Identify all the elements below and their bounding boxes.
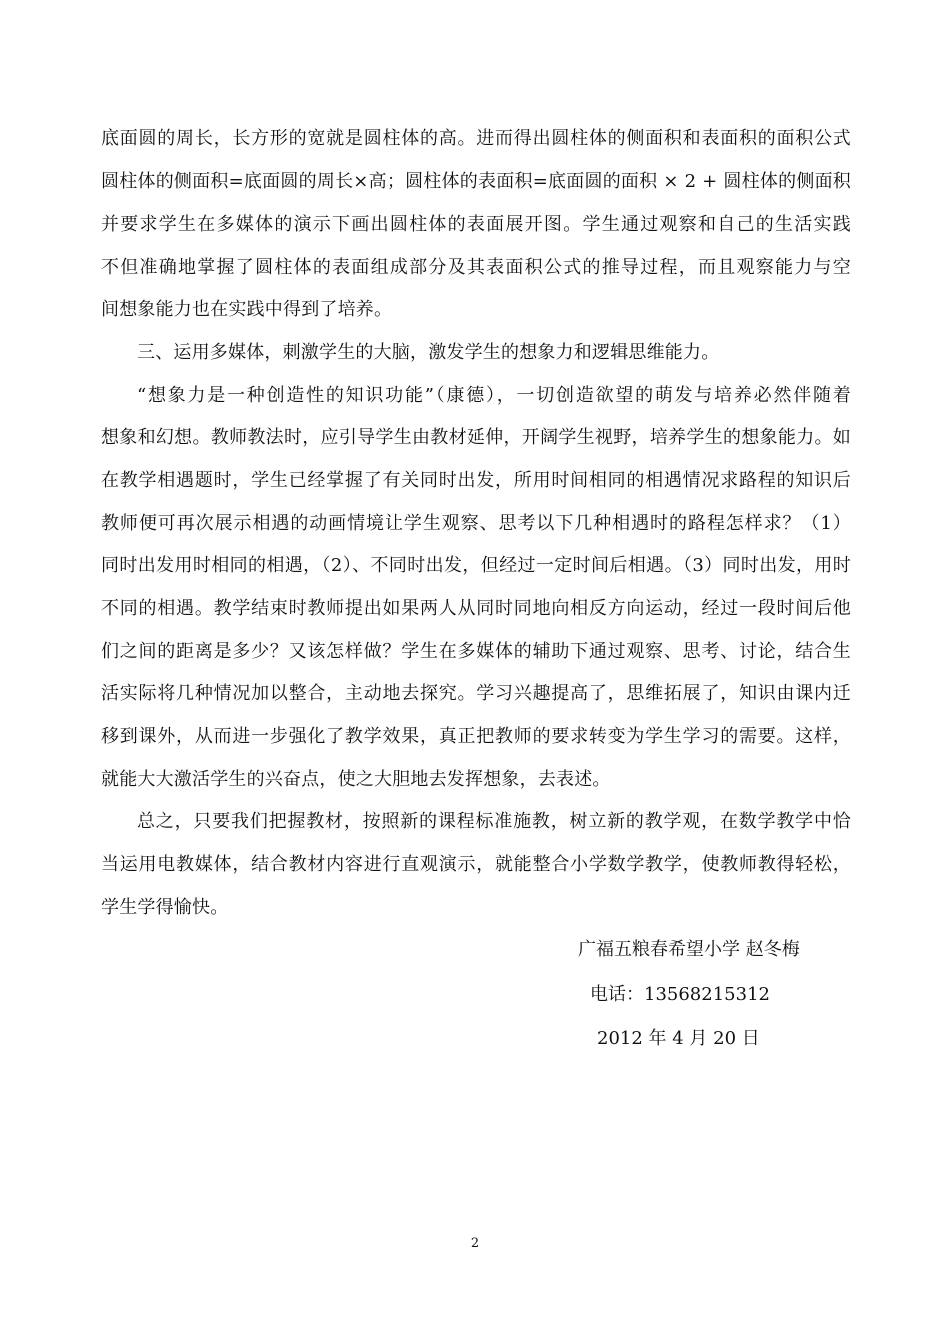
paragraph-line: 活实际将几种情况加以整合，主动地去探究。学习兴趣提高了，思维拓展了，知识由课内迁 xyxy=(101,683,851,704)
paragraph-line: 教师便可再次展示相遇的动画情境让学生观察、思考以下几种相遇时的路程怎样求？（1） xyxy=(101,513,851,534)
paragraph-line: 们之间的距离是多少？又该怎样做？学生在多媒体的辅助下通过观察、思考、讨论，结合生 xyxy=(101,641,851,662)
paragraph-line: 圆柱体的侧面积=底面圆的周长×高；圆柱体的表面积=底面圆的面积 × 2 + 圆柱体的侧面积 xyxy=(101,171,851,192)
paragraph-line: 不同的相遇。教学结束时教师提出如果两人从同时同地向相反方向运动，经过一段时间后他 xyxy=(101,598,851,619)
paragraph-line: “想象力是一种创造性的知识功能”（康德），一切创造欲望的萌发与培养必然伴随着 xyxy=(137,385,851,406)
paragraph-line: 想象和幻想。教师教法时，应引导学生由教材延伸，开阔学生视野，培养学生的想象能力。如 xyxy=(101,427,851,448)
paragraph-line: 在教学相遇题时，学生已经掌握了有关同时出发，所用时间相同的相遇情况求路程的知识后 xyxy=(101,470,851,491)
page-number: 2 xyxy=(470,1236,480,1251)
paragraph-line: 移到课外，从而进一步强化了教学效果，真正把教师的要求转变为学生学习的需要。这样， xyxy=(101,726,851,747)
paragraph-line: 底面圆的周长，长方形的宽就是圆柱体的高。进而得出圆柱体的侧面积和表面积的面积公式 xyxy=(101,128,851,149)
paragraph-line: 同时出发用时相同的相遇，（2）、不同时出发，但经过一定时间后相遇。（3）同时出发，用时 xyxy=(101,555,851,576)
paragraph-line: 并要求学生在多媒体的演示下画出圆柱体的表面展开图。学生通过观察和自己的生活实践 xyxy=(101,214,851,235)
paragraph-line: 就能大大激活学生的兴奋点，使之大胆地去发挥想象，去表述。 xyxy=(101,769,611,790)
author-signature: 广福五粮春希望小学 赵冬梅 xyxy=(578,939,800,960)
section-heading: 三、运用多媒体，刺激学生的大脑，激发学生的想象力和逻辑思维能力。 xyxy=(137,342,720,363)
paragraph-line: 总之，只要我们把握教材，按照新的课程标准施教，树立新的教学观，在数学教学中恰 xyxy=(137,811,851,832)
paragraph-line: 当运用电教媒体，结合教材内容进行直观演示，就能整合小学数学教学，使教师教得轻松， xyxy=(101,854,851,875)
paragraph-line: 不但准确地掌握了圆柱体的表面组成部分及其表面积公式的推导过程，而且观察能力与空 xyxy=(101,257,851,278)
paragraph-line: 学生学得愉快。 xyxy=(101,897,229,918)
author-phone: 电话：13568215312 xyxy=(590,984,770,1005)
paragraph-line: 间想象能力也在实践中得到了培养。 xyxy=(101,299,393,320)
document-date: 2012 年 4 月 20 日 xyxy=(597,1028,760,1049)
